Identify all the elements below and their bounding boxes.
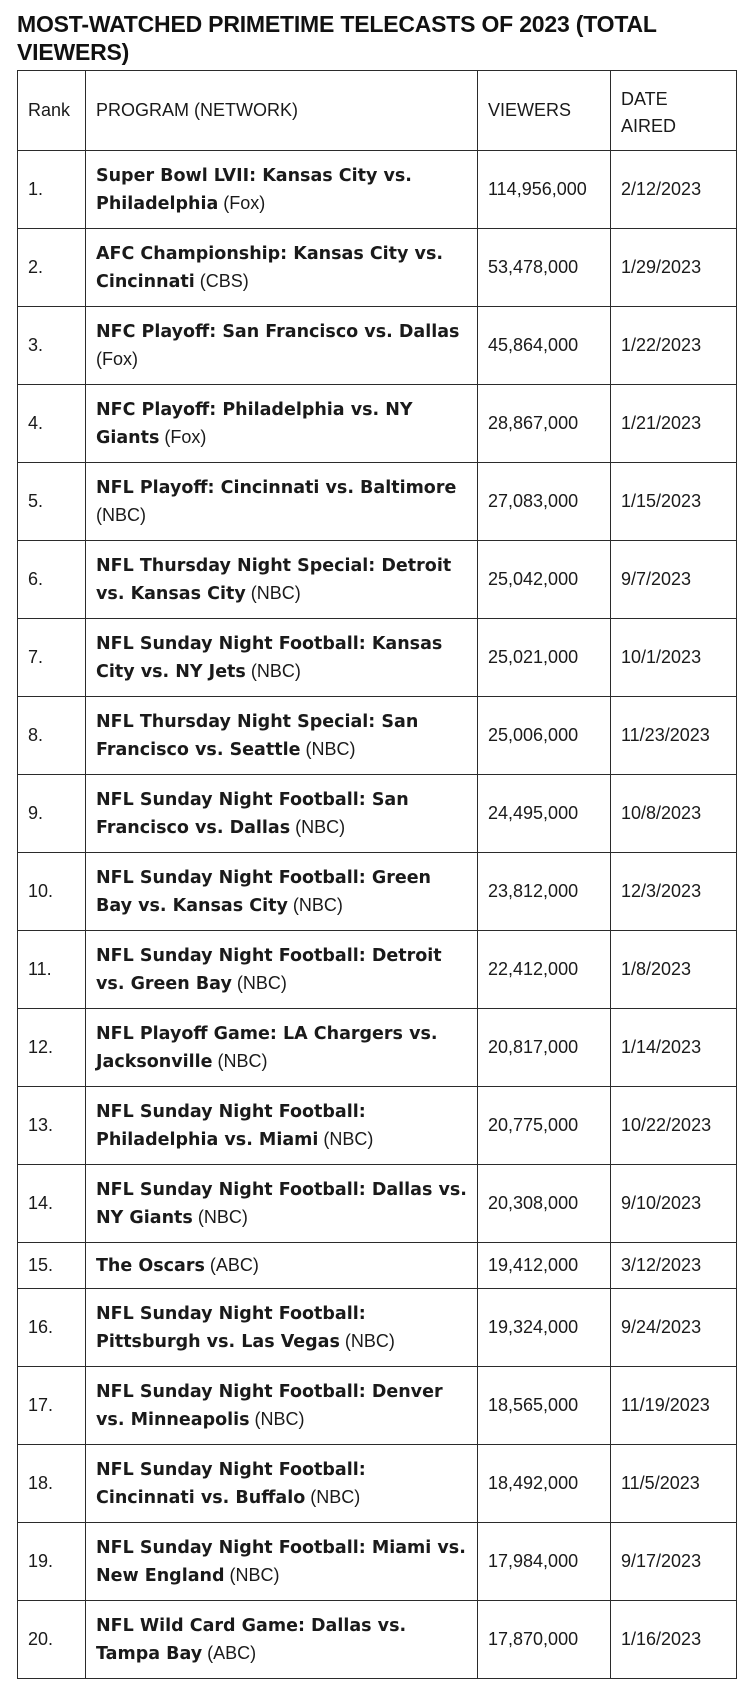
viewers-cell: 18,492,000 — [478, 1445, 611, 1523]
date-aired-cell: 9/10/2023 — [611, 1165, 737, 1243]
date-aired-cell: 3/12/2023 — [611, 1243, 737, 1289]
viewers-cell: 28,867,000 — [478, 385, 611, 463]
table-row — [18, 1367, 737, 1445]
program-cell — [86, 385, 478, 463]
program-network: (NBC) — [96, 505, 146, 525]
program-network: (NBC) — [192, 1206, 248, 1227]
program-network: (NBC) — [231, 972, 287, 993]
article-content — [17, 10, 737, 1679]
program-name: NFL Sunday Night Football: Green Bay vs. Kansas City — [96, 867, 432, 916]
program-network: (NBC) — [212, 1050, 268, 1071]
table-row — [18, 697, 737, 775]
rank-cell: 9. — [18, 775, 86, 853]
header-date-aired: DATE AIRED — [611, 71, 737, 151]
rank-cell: 17. — [18, 1367, 86, 1445]
program-name: AFC Championship: Kansas City vs. Cincinnati — [96, 243, 444, 292]
rank-cell: 20. — [18, 1601, 86, 1679]
header-viewers: VIEWERS — [478, 71, 611, 151]
date-aired-cell: 9/7/2023 — [611, 541, 737, 619]
program-name: NFL Sunday Night Football: Miami vs. New England — [96, 1537, 466, 1586]
program-cell — [86, 1367, 478, 1445]
date-aired-cell: 1/8/2023 — [611, 931, 737, 1009]
program-name: NFL Thursday Night Special: Detroit vs. Kansas City — [96, 555, 452, 604]
program-network: (NBC) — [290, 816, 346, 837]
rank-cell: 12. — [18, 1009, 86, 1087]
viewers-cell: 19,324,000 — [478, 1289, 611, 1367]
program-cell — [86, 1445, 478, 1523]
program-network: (NBC) — [318, 1128, 374, 1149]
program-network: (Fox) — [96, 349, 138, 369]
header-rank: Rank — [18, 71, 86, 151]
date-aired-cell: 11/5/2023 — [611, 1445, 737, 1523]
table-row — [18, 229, 737, 307]
table-row — [18, 1243, 737, 1289]
program-cell — [86, 1087, 478, 1165]
program-network: (CBS) — [194, 270, 249, 291]
viewers-cell: 20,817,000 — [478, 1009, 611, 1087]
program-name: NFC Playoff: San Francisco vs. Dallas — [96, 322, 460, 342]
table-row — [18, 1445, 737, 1523]
program-cell — [86, 1289, 478, 1367]
viewers-cell: 53,478,000 — [478, 229, 611, 307]
program-network: (NBC) — [249, 1408, 305, 1429]
program-cell — [86, 541, 478, 619]
rank-cell: 15. — [18, 1243, 86, 1289]
date-aired-cell: 10/8/2023 — [611, 775, 737, 853]
program-name: NFL Sunday Night Football: Denver vs. Minneapolis — [96, 1381, 443, 1430]
header-program: PROGRAM (NETWORK) — [86, 71, 478, 151]
rank-cell: 13. — [18, 1087, 86, 1165]
date-aired-cell: 9/17/2023 — [611, 1523, 737, 1601]
telecasts-table — [17, 70, 737, 1679]
date-aired-cell: 1/14/2023 — [611, 1009, 737, 1087]
program-network: (NBC) — [224, 1564, 280, 1585]
viewers-cell: 25,021,000 — [478, 619, 611, 697]
rank-cell: 18. — [18, 1445, 86, 1523]
date-aired-cell: 1/16/2023 — [611, 1601, 737, 1679]
rank-cell: 5. — [18, 463, 86, 541]
date-aired-cell: 10/22/2023 — [611, 1087, 737, 1165]
date-aired-cell: 1/21/2023 — [611, 385, 737, 463]
date-aired-cell: 11/23/2023 — [611, 697, 737, 775]
program-network: (Fox) — [218, 192, 266, 213]
viewers-cell: 20,775,000 — [478, 1087, 611, 1165]
program-cell — [86, 1165, 478, 1243]
viewers-cell: 19,412,000 — [478, 1243, 611, 1289]
table-row — [18, 1289, 737, 1367]
viewers-cell: 24,495,000 — [478, 775, 611, 853]
rank-cell: 11. — [18, 931, 86, 1009]
program-name: NFL Sunday Night Football: Kansas City vs. NY Jets — [96, 633, 443, 682]
table-row — [18, 1087, 737, 1165]
rank-cell: 4. — [18, 385, 86, 463]
date-aired-cell: 11/19/2023 — [611, 1367, 737, 1445]
table-row — [18, 775, 737, 853]
rank-cell: 19. — [18, 1523, 86, 1601]
program-name: NFL Sunday Night Football: Detroit vs. Green Bay — [96, 945, 442, 994]
date-aired-cell: 1/29/2023 — [611, 229, 737, 307]
program-name: NFL Playoff: Cincinnati vs. Baltimore — [96, 478, 457, 498]
date-aired-cell: 1/22/2023 — [611, 307, 737, 385]
date-aired-cell: 9/24/2023 — [611, 1289, 737, 1367]
program-cell — [86, 151, 478, 229]
viewers-cell: 17,984,000 — [478, 1523, 611, 1601]
rank-cell: 16. — [18, 1289, 86, 1367]
program-name: NFL Sunday Night Football: Dallas vs. NY Giants — [96, 1179, 467, 1228]
program-name: NFL Sunday Night Football: Pittsburgh vs. Las Vegas — [96, 1303, 366, 1352]
viewers-cell: 22,412,000 — [478, 931, 611, 1009]
program-name: NFC Playoff: Philadelphia vs. NY Giants — [96, 399, 413, 448]
program-cell — [86, 1523, 478, 1601]
rank-cell: 6. — [18, 541, 86, 619]
program-cell — [86, 1009, 478, 1087]
program-cell — [86, 463, 478, 541]
program-network: (Fox) — [159, 426, 207, 447]
table-row — [18, 541, 737, 619]
date-aired-cell: 10/1/2023 — [611, 619, 737, 697]
rank-cell: 10. — [18, 853, 86, 931]
program-name: NFL Sunday Night Football: Philadelphia vs. Miami — [96, 1101, 366, 1150]
rank-cell: 2. — [18, 229, 86, 307]
date-aired-cell: 2/12/2023 — [611, 151, 737, 229]
program-name: NFL Wild Card Game: Dallas vs. Tampa Bay — [96, 1615, 407, 1664]
viewers-cell: 45,864,000 — [478, 307, 611, 385]
rank-cell: 1. — [18, 151, 86, 229]
program-cell — [86, 1243, 478, 1289]
table-row — [18, 931, 737, 1009]
rank-cell: 8. — [18, 697, 86, 775]
program-network: (NBC) — [287, 894, 343, 915]
program-name: The Oscars — [96, 1255, 205, 1276]
program-cell — [86, 229, 478, 307]
program-network: (NBC) — [245, 660, 301, 681]
date-aired-cell: 1/15/2023 — [611, 463, 737, 541]
viewers-cell: 114,956,000 — [478, 151, 611, 229]
program-network: (NBC) — [300, 738, 356, 759]
program-name: Super Bowl LVII: Kansas City vs. Philadelphia — [96, 165, 412, 214]
program-network: (ABC) — [204, 1254, 259, 1275]
table-body — [18, 151, 737, 1679]
table-row — [18, 1009, 737, 1087]
program-name: NFL Sunday Night Football: San Francisco vs. Dallas — [96, 789, 409, 838]
program-network: (NBC) — [305, 1486, 361, 1507]
program-cell — [86, 1601, 478, 1679]
program-name: NFL Thursday Night Special: San Francisco vs. Seattle — [96, 711, 419, 760]
table-title: MOST-WATCHED PRIMETIME TELECASTS OF 2023 (TOTAL VIEWERS) — [17, 11, 657, 65]
viewers-cell: 25,006,000 — [478, 697, 611, 775]
viewers-cell: 27,083,000 — [478, 463, 611, 541]
table-row — [18, 151, 737, 229]
table-row — [18, 1601, 737, 1679]
viewers-cell: 18,565,000 — [478, 1367, 611, 1445]
program-cell — [86, 853, 478, 931]
table-row — [18, 307, 737, 385]
rank-cell: 14. — [18, 1165, 86, 1243]
table-row — [18, 1165, 737, 1243]
table-header-row — [18, 71, 737, 151]
date-aired-cell: 12/3/2023 — [611, 853, 737, 931]
program-name: NFL Playoff Game: LA Chargers vs. Jacksonville — [96, 1023, 438, 1072]
table-row — [18, 463, 737, 541]
table-row — [18, 853, 737, 931]
program-cell — [86, 619, 478, 697]
table-row — [18, 385, 737, 463]
program-cell — [86, 697, 478, 775]
program-network: (NBC) — [245, 582, 301, 603]
program-cell — [86, 775, 478, 853]
viewers-cell: 25,042,000 — [478, 541, 611, 619]
viewers-cell: 23,812,000 — [478, 853, 611, 931]
viewers-cell: 17,870,000 — [478, 1601, 611, 1679]
program-cell — [86, 307, 478, 385]
viewers-cell: 20,308,000 — [478, 1165, 611, 1243]
rank-cell: 3. — [18, 307, 86, 385]
program-network: (ABC) — [202, 1642, 257, 1663]
table-row — [18, 619, 737, 697]
program-cell — [86, 931, 478, 1009]
table-row — [18, 1523, 737, 1601]
program-network: (NBC) — [339, 1330, 395, 1351]
rank-cell: 7. — [18, 619, 86, 697]
program-name: NFL Sunday Night Football: Cincinnati vs. Buffalo — [96, 1459, 366, 1508]
